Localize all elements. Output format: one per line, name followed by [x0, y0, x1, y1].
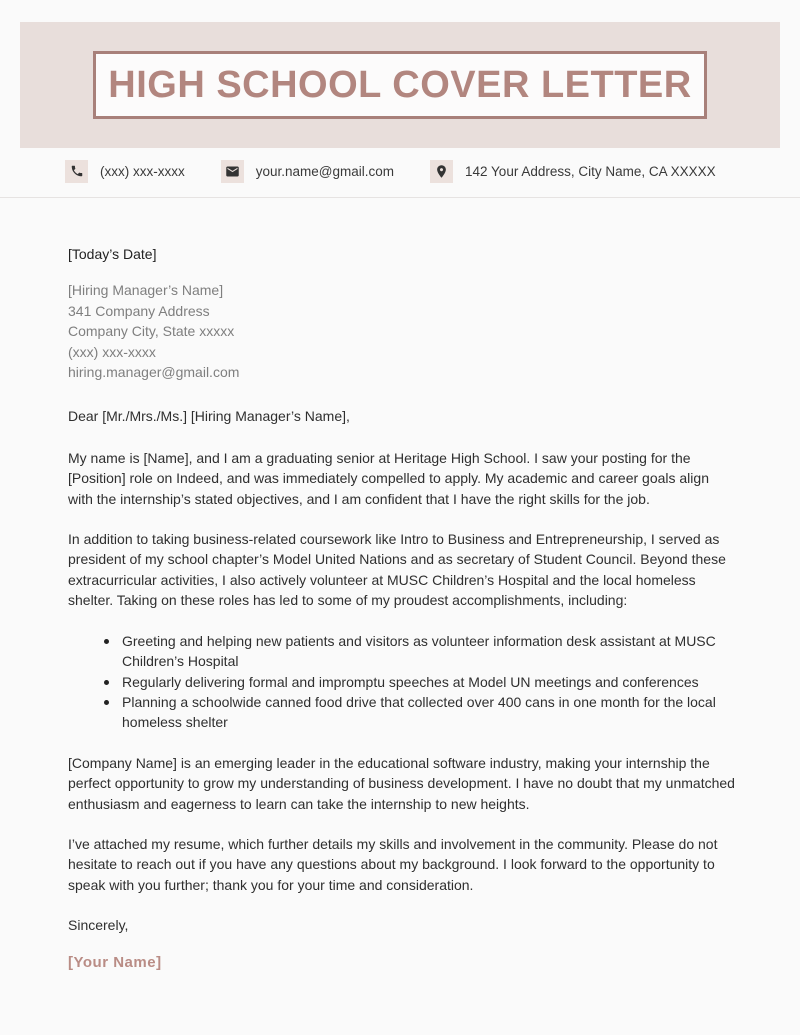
- recipient-block: [68, 280, 736, 382]
- signoff: Sincerely,: [68, 917, 129, 934]
- recipient-name: [Hiring Manager’s Name]: [68, 282, 224, 299]
- location-icon: [430, 160, 453, 183]
- list-item-food-drive: Planning a schoolwide canned food drive that collected over 400 cans in one month for the local homeless shelter: [122, 692, 736, 733]
- date-line: [Today’s Date]: [68, 246, 157, 262]
- header-divider: [0, 197, 800, 198]
- letter-body: [68, 244, 736, 973]
- contact-bar: [65, 159, 716, 183]
- header-band: [20, 22, 780, 148]
- contact-address: [430, 160, 716, 183]
- title-box: [93, 51, 706, 119]
- recipient-email: hiring.manager@gmail.com: [68, 364, 240, 381]
- paragraph-intro: My name is [Name], and I am a graduating senior at Heritage High School. I saw your posting for the [Position] role on Indeed, and was immediately compelled to apply. My academic and career goals align with the internship’s stated objectives, and I am confident that I have the right skills for the job.: [68, 449, 709, 507]
- contact-email: [221, 160, 394, 183]
- recipient-city-line: Company City, State xxxxx: [68, 323, 235, 340]
- recipient-address-line: 341 Company Address: [68, 302, 210, 319]
- email-address: your.name@gmail.com: [255, 163, 395, 179]
- recipient-phone: (xxx) xxx-xxxx: [68, 343, 156, 360]
- paragraph-activities: In addition to taking business-related coursework like Intro to Business and Entrepreneurship, I served as president of my school chapter’s Model United Nations and as secretary of Student Council. Beyond these extracurricular activities, I also actively volunteer at MUSC Children’s Hospital and the local homeless shelter. Taking on these roles has led to some of my proudest accomplishments, including:: [68, 531, 726, 609]
- paragraph-closing: I’ve attached my resume, which further details my skills and involvement in the community. Please do not hesitate to reach out if you have any questions about my background. I look forward to the opportunity to speak with you further; thank you for your time and consideration.: [68, 835, 718, 893]
- phone-icon: [65, 160, 88, 183]
- signature-name: [Your Name]: [68, 953, 162, 971]
- page-title: HIGH SCHOOL COVER LETTER: [108, 64, 692, 106]
- contact-phone: [65, 160, 185, 183]
- list-item-speeches: Regularly delivering formal and impromptu speeches at Model UN meetings and conferences: [122, 672, 736, 692]
- email-icon: [221, 160, 244, 183]
- paragraph-company: [Company Name] is an emerging leader in the educational software industry, making your internship the perfect opportunity to grow my understanding of business development. I have no doubt that my unmatched enthusiasm and eagerness to learn can take the internship to new heights.: [68, 754, 735, 812]
- list-item-hospital: Greeting and helping new patients and visitors as volunteer information desk assistant at MUSC Children’s Hospital: [122, 631, 736, 672]
- phone-number: (xxx) xxx-xxxx: [100, 163, 185, 179]
- accomplishments-list: [68, 631, 736, 733]
- street-address: 142 Your Address, City Name, CA XXXXX: [465, 163, 716, 179]
- salutation: Dear [Mr./Mrs./Ms.] [Hiring Manager’s Name],: [68, 408, 350, 425]
